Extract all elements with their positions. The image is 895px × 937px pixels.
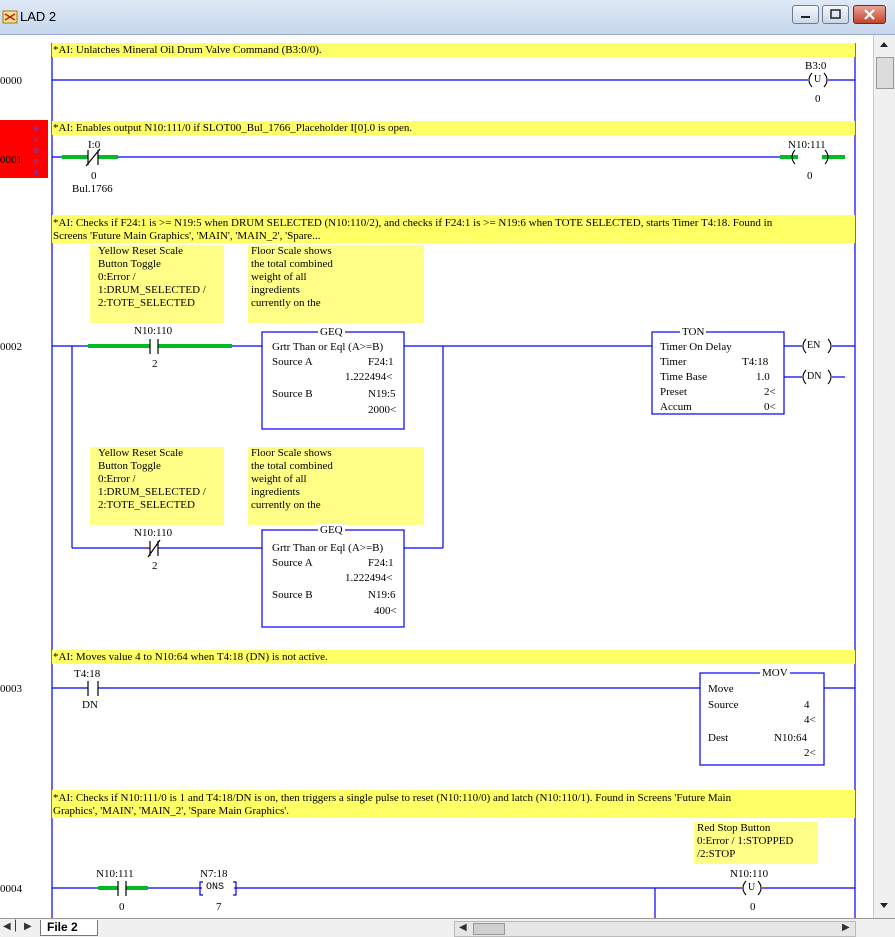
tab-file-2[interactable]: File 2: [40, 920, 98, 936]
maximize-button[interactable]: [822, 5, 849, 24]
source-b-value: 2000<: [368, 404, 397, 416]
rung-number[interactable]: 0003: [0, 683, 22, 695]
instruction-description: Yellow Reset Scale Button Toggle 0:Error / 1:DRUM_SELECTED / 2:TOTE_SELECTED: [90, 245, 224, 323]
source-a-address: F24:1: [368, 356, 394, 368]
instruction-desc: Timer On Delay: [660, 341, 732, 353]
source-a-address: F24:1: [368, 557, 394, 569]
scroll-right-icon[interactable]: ▶: [842, 922, 850, 933]
tab-prev-icon[interactable]: ▏: [15, 921, 23, 932]
contact-address: N10:110: [134, 527, 173, 539]
close-button[interactable]: [853, 5, 886, 24]
contact-bit: 0: [91, 170, 97, 182]
source-a-value: 1.222494<: [345, 371, 393, 383]
time-base-value: 1.0: [756, 371, 770, 383]
rung-comment: *AI: Moves value 4 to N10:64 when T4:18 (DN) is not active.: [52, 650, 855, 664]
rung-comment: *AI: Enables output N10:111/0 if SLOT00_Bul_1766_Placeholder I[0].0 is open.: [52, 121, 855, 135]
en-bit-coil[interactable]: EN: [807, 340, 821, 351]
coil-address: N10:111: [788, 139, 826, 151]
instruction-title: MOV: [762, 667, 788, 679]
vertical-scrollbar[interactable]: [873, 35, 895, 918]
contact-bit: DN: [82, 699, 98, 711]
minimize-button[interactable]: [792, 5, 819, 24]
minimize-icon: [793, 6, 818, 23]
sheet-tab-bar: [0, 918, 895, 937]
scroll-left-icon[interactable]: ◀: [459, 922, 467, 933]
dest-label: Dest: [708, 732, 729, 744]
scroll-up-icon[interactable]: [874, 35, 894, 55]
source-a-value: 1.222494<: [345, 572, 393, 584]
title-bar: [0, 0, 895, 35]
preset-value: 2<: [764, 386, 776, 398]
maximize-icon: [823, 6, 848, 23]
error-marks: e e e e e: [34, 122, 39, 178]
unlatch-coil-label[interactable]: U: [814, 74, 822, 85]
close-icon: [854, 6, 885, 23]
source-b-address: N19:6: [368, 589, 396, 601]
rung-number[interactable]: 0004: [0, 883, 22, 895]
instruction-desc: Move: [708, 683, 734, 695]
timer-label: Timer: [660, 356, 687, 368]
rung-number-error[interactable]: 0001: [0, 120, 48, 178]
ons-instruction[interactable]: ONS: [206, 882, 225, 893]
window-title: LAD 2: [20, 9, 57, 24]
instruction-description: Floor Scale shows the total combined weight of all ingredients currently on the: [248, 245, 424, 323]
instruction-description: Yellow Reset Scale Button Toggle 0:Error / 1:DRUM_SELECTED / 2:TOTE_SELECTED: [90, 447, 224, 525]
source-label: Source: [708, 699, 739, 711]
source-b-label: Source B: [272, 589, 313, 601]
source-b-label: Source B: [272, 388, 313, 400]
contact-bit: 2: [152, 358, 158, 370]
dn-bit-coil[interactable]: DN: [807, 371, 822, 382]
source-b-value: 400<: [374, 605, 397, 617]
preset-label: Preset: [660, 386, 687, 398]
unlatch-coil-label[interactable]: U: [748, 882, 756, 893]
timer-address: T4:18: [742, 356, 769, 368]
dest-live-value: 2<: [804, 747, 816, 759]
contact-description: Bul.1766: [72, 183, 113, 195]
instruction-title: TON: [682, 326, 705, 338]
instruction-desc: Grtr Than or Eql (A>=B): [272, 542, 384, 554]
coil-address: B3:0: [805, 60, 827, 72]
rung-comment: *AI: Checks if N10:111/0 is 1 and T4:18/DN is on, then triggers a single pulse to reset (N10:110/0) and latch (N10:110/1). Found in Screens 'Future Main Graphics', 'MAIN', 'MAIN_2', 'Spare Main Graphics'.: [52, 790, 855, 818]
scroll-thumb[interactable]: [876, 57, 894, 89]
instruction-desc: Grtr Than or Eql (A>=B): [272, 341, 384, 353]
source-a-label: Source A: [272, 356, 313, 368]
rung-comment: *AI: Unlatches Mineral Oil Drum Valve Command (B3:0/0).: [52, 43, 855, 57]
source-live-value: 4<: [804, 714, 816, 726]
instruction-title: GEQ: [320, 524, 343, 536]
ladder-app-icon: [2, 9, 18, 25]
horizontal-scrollbar[interactable]: [454, 921, 856, 937]
tab-first-icon[interactable]: ◀: [3, 921, 11, 932]
ons-address: N7:18: [200, 868, 228, 880]
accum-label: Accum: [660, 401, 692, 413]
coil-bit: 0: [807, 170, 813, 182]
rung-comment: *AI: Checks if F24:1 is >= N19:5 when DRUM SELECTED (N10:110/2), and checks if F24:1 is >= N19:6 when TOTE SELECTED, starts Timer T4:18. Found in Screens 'Future Main Graphics', 'MAIN', 'MAIN_2', 'Spare...: [52, 215, 855, 243]
coil-address: N10:110: [730, 868, 769, 880]
scroll-down-icon[interactable]: [874, 895, 894, 915]
contact-address: N10:110: [134, 325, 173, 337]
time-base-label: Time Base: [660, 371, 707, 383]
source-b-address: N19:5: [368, 388, 396, 400]
coil-bit: 0: [750, 901, 756, 913]
instruction-description: Red Stop Button 0:Error / 1:STOPPED /2:STOP: [694, 822, 818, 864]
coil-bit: 0: [815, 93, 821, 105]
h-scroll-thumb[interactable]: [473, 923, 505, 935]
dest-address: N10:64: [774, 732, 807, 744]
rung-number[interactable]: 0000: [0, 75, 22, 87]
instruction-description: Floor Scale shows the total combined weight of all ingredients currently on the: [248, 447, 424, 525]
contact-address: I:0: [88, 139, 101, 151]
ladder-editor[interactable]: [0, 35, 873, 918]
source-a-label: Source A: [272, 557, 313, 569]
instruction-title: GEQ: [320, 326, 343, 338]
ons-bit: 7: [216, 901, 222, 913]
contact-address: T4:18: [74, 668, 101, 680]
contact-address: N10:111: [96, 868, 134, 880]
source-value: 4: [804, 699, 810, 711]
tab-next-icon[interactable]: ▶: [24, 921, 32, 932]
accum-value: 0<: [764, 401, 776, 413]
contact-bit: 2: [152, 560, 158, 572]
contact-bit: 0: [119, 901, 125, 913]
rung-number[interactable]: 0002: [0, 341, 22, 353]
